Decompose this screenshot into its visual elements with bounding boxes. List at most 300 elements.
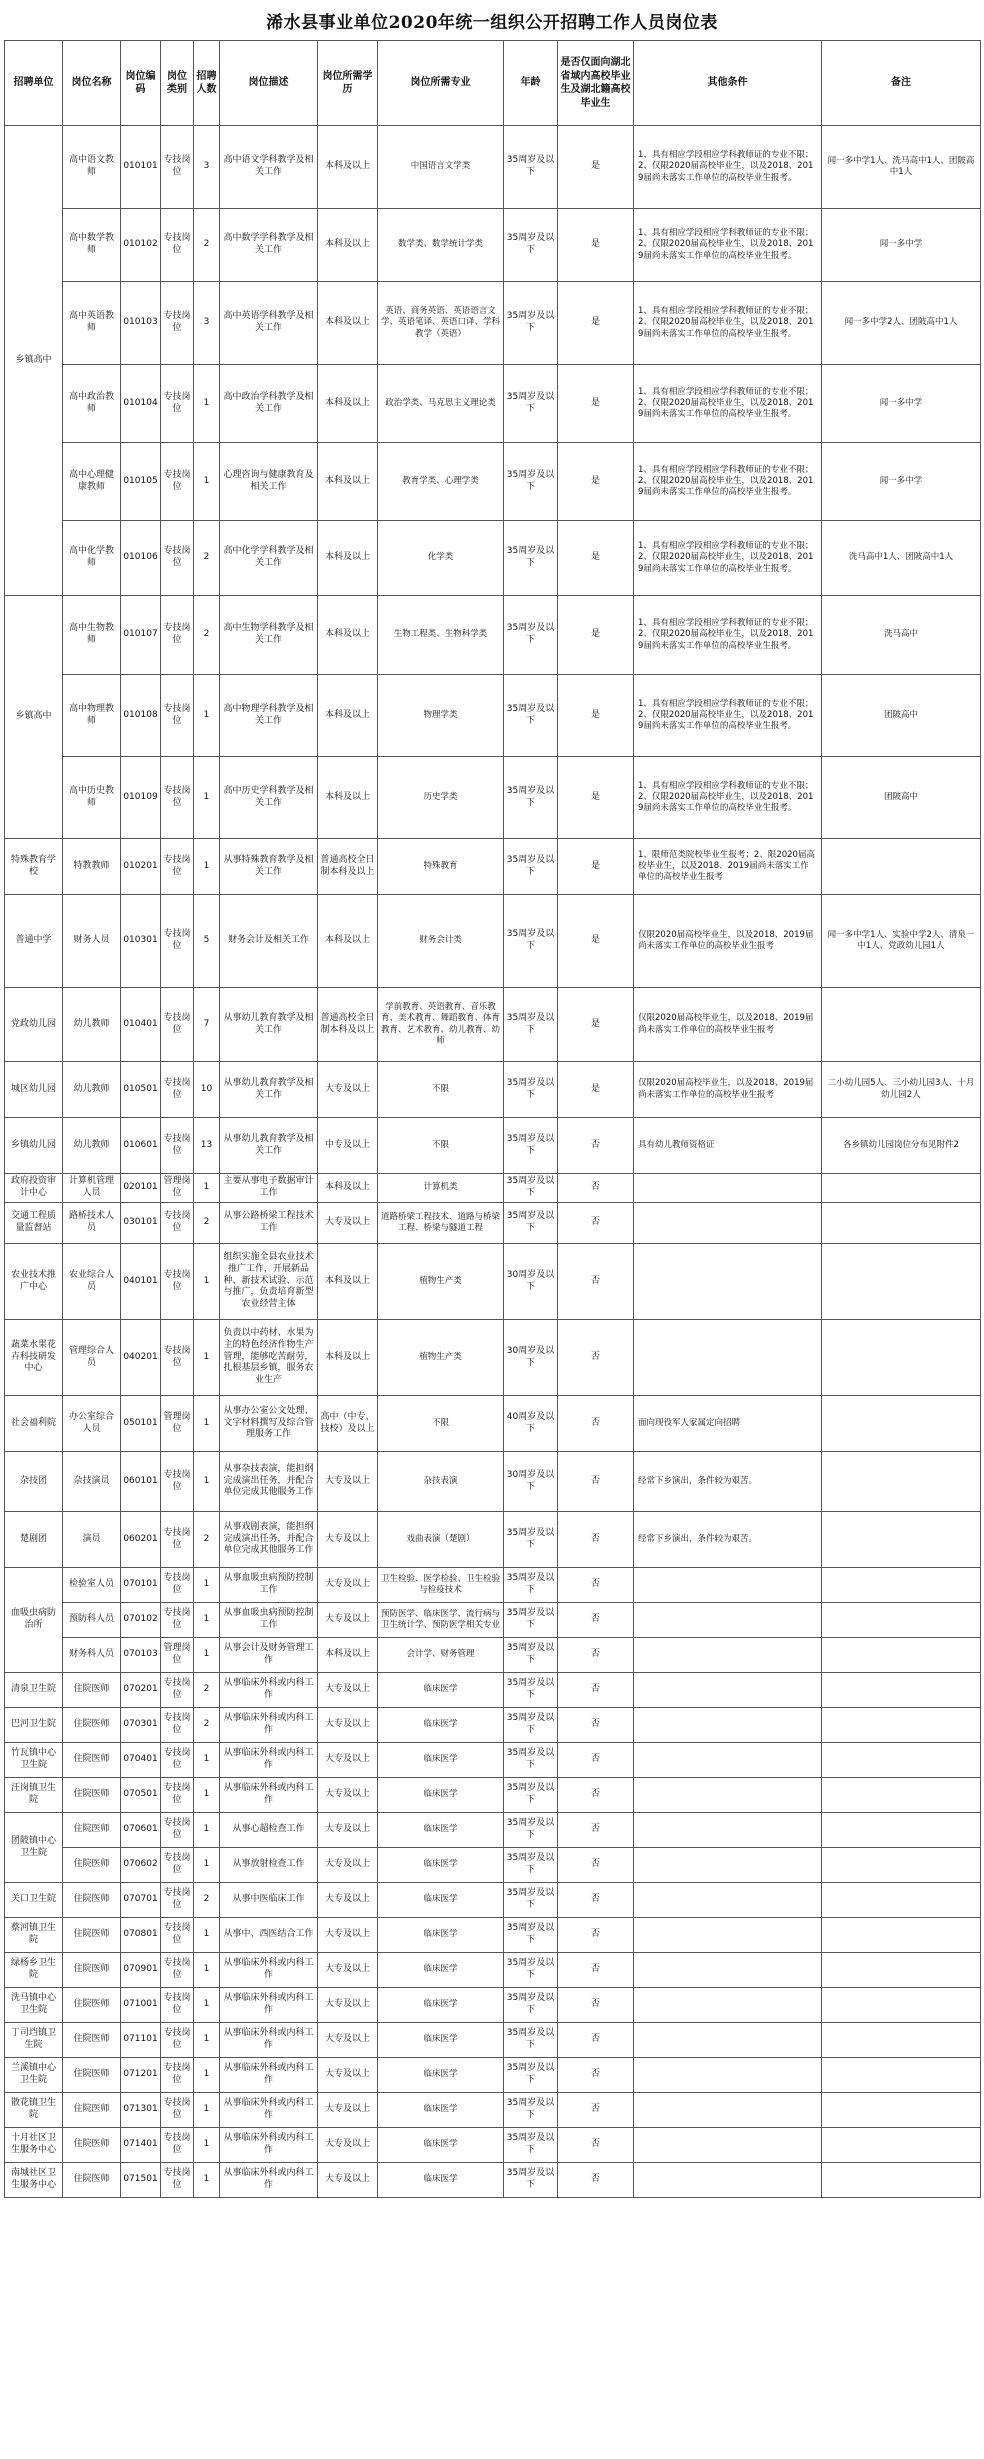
- job-name: 高中生物教师: [63, 596, 121, 675]
- job-code: 070102: [121, 1603, 161, 1638]
- job-type: 专技岗位: [161, 1848, 194, 1883]
- hubei-only: 否: [558, 1883, 634, 1918]
- hubei-only: 否: [558, 1452, 634, 1512]
- job-type: 专技岗位: [161, 521, 194, 596]
- job-description: 从事临床外科或内科工作: [220, 1778, 318, 1813]
- age-limit: 30周岁及以下: [504, 1452, 558, 1512]
- headcount: 1: [194, 839, 220, 895]
- table-row: [5, 1603, 981, 1638]
- job-description: 高中语文学科教学及相关工作: [220, 126, 318, 209]
- headcount: 5: [194, 895, 220, 988]
- recruiting-unit: 清泉卫生院: [5, 1673, 63, 1708]
- job-description: 从事临床外科或内科工作: [220, 2023, 318, 2058]
- job-type: 专技岗位: [161, 1953, 194, 1988]
- job-code: 070601: [121, 1813, 161, 1848]
- other-conditions: 具有幼儿教师资格证: [634, 1118, 822, 1174]
- headcount: 1: [194, 1396, 220, 1452]
- job-description: 高中政治学科教学及相关工作: [220, 365, 318, 443]
- job-name: 幼儿教师: [63, 988, 121, 1062]
- job-description: 从事临床外科或内科工作: [220, 2093, 318, 2128]
- major: 中国语言文学类: [378, 126, 504, 209]
- table-row: [5, 1396, 981, 1452]
- job-type: 专技岗位: [161, 1244, 194, 1320]
- major: 不限: [378, 1062, 504, 1118]
- job-name: 高中语文教师: [63, 126, 121, 209]
- major: 临床医学: [378, 1813, 504, 1848]
- job-description: 高中化学学科教学及相关工作: [220, 521, 318, 596]
- headcount: 1: [194, 365, 220, 443]
- major: 财务会计类: [378, 895, 504, 988]
- header-cell: 其他条件: [634, 41, 822, 126]
- education: 本科及以上: [318, 675, 378, 757]
- header-cell: 岗位名称: [63, 41, 121, 126]
- job-code: 070201: [121, 1673, 161, 1708]
- job-name: 幼儿教师: [63, 1118, 121, 1174]
- age-limit: 35周岁及以下: [504, 1673, 558, 1708]
- table-row: [5, 1452, 981, 1512]
- age-limit: 35周岁及以下: [504, 2093, 558, 2128]
- education: 大专及以上: [318, 2058, 378, 2093]
- hubei-only: 否: [558, 1203, 634, 1244]
- major: 生物工程类、生物科学类: [378, 596, 504, 675]
- age-limit: 35周岁及以下: [504, 209, 558, 282]
- other-conditions: [634, 1673, 822, 1708]
- headcount: 1: [194, 1743, 220, 1778]
- other-conditions: 经常下乡演出，条件较为艰苦。: [634, 1452, 822, 1512]
- job-description: 从事幼儿教育教学及相关工作: [220, 1062, 318, 1118]
- hubei-only: 是: [558, 126, 634, 209]
- hubei-only: 是: [558, 988, 634, 1062]
- headcount: 1: [194, 757, 220, 839]
- age-limit: 35周岁及以下: [504, 757, 558, 839]
- job-type: 管理岗位: [161, 1638, 194, 1673]
- major: 教育学类、心理学类: [378, 443, 504, 521]
- recruiting-unit: 团陂镇中心卫生院: [5, 1813, 63, 1883]
- table-row: [5, 757, 981, 839]
- job-code: 071101: [121, 2023, 161, 2058]
- job-code: 010103: [121, 282, 161, 365]
- major: 临床医学: [378, 1918, 504, 1953]
- other-conditions: [634, 1848, 822, 1883]
- recruiting-unit: 乡镇高中: [5, 126, 63, 596]
- job-code: 070602: [121, 1848, 161, 1883]
- age-limit: 35周岁及以下: [504, 282, 558, 365]
- job-code: 070701: [121, 1883, 161, 1918]
- header-cell: 岗位描述: [220, 41, 318, 126]
- recruiting-unit: 血吸虫病防治所: [5, 1568, 63, 1673]
- job-code: 010105: [121, 443, 161, 521]
- job-name: 高中政治教师: [63, 365, 121, 443]
- job-name: 演员: [63, 1512, 121, 1568]
- hubei-only: 否: [558, 2093, 634, 2128]
- job-code: 010108: [121, 675, 161, 757]
- job-code: 010601: [121, 1118, 161, 1174]
- table-row: [5, 1244, 981, 1320]
- education: 大专及以上: [318, 1708, 378, 1743]
- table-row: [5, 1743, 981, 1778]
- headcount: 2: [194, 1708, 220, 1743]
- remarks: 洗马高中: [822, 596, 981, 675]
- job-code: 010101: [121, 126, 161, 209]
- age-limit: 35周岁及以下: [504, 1118, 558, 1174]
- job-description: 从事中、西医结合工作: [220, 1918, 318, 1953]
- age-limit: 30周岁及以下: [504, 1320, 558, 1396]
- hubei-only: 是: [558, 839, 634, 895]
- major: 不限: [378, 1396, 504, 1452]
- other-conditions: 1、具有相应学段相应学科教师证的专业不限；2、仅限2020届高校毕业生，以及2018、2019届尚未落实工作单位的高校毕业生报考。: [634, 443, 822, 521]
- education: 大专及以上: [318, 1512, 378, 1568]
- other-conditions: [634, 1174, 822, 1203]
- job-name: 住院医师: [63, 2128, 121, 2163]
- major: 临床医学: [378, 1743, 504, 1778]
- recruiting-unit: 散花镇卫生院: [5, 2093, 63, 2128]
- hubei-only: 是: [558, 675, 634, 757]
- remarks: 团陂高中: [822, 675, 981, 757]
- job-type: 专技岗位: [161, 1883, 194, 1918]
- education: 本科及以上: [318, 443, 378, 521]
- remarks: [822, 1918, 981, 1953]
- table-row: [5, 1988, 981, 2023]
- header-cell: 年龄: [504, 41, 558, 126]
- remarks: [822, 1708, 981, 1743]
- job-code: 010501: [121, 1062, 161, 1118]
- remarks: 闻一多中学: [822, 209, 981, 282]
- remarks: 闻一多中学1人、洗马高中1人、团陂高中1人: [822, 126, 981, 209]
- job-name: 住院医师: [63, 1848, 121, 1883]
- other-conditions: 1、限师范类院校毕业生报考；2、限2020届高校毕业生，以及2018、2019届尚未落实工作单位的高校毕业生报考: [634, 839, 822, 895]
- age-limit: 35周岁及以下: [504, 1953, 558, 1988]
- headcount: 2: [194, 596, 220, 675]
- job-name: 高中心理健康教师: [63, 443, 121, 521]
- remarks: [822, 2058, 981, 2093]
- headcount: 1: [194, 1848, 220, 1883]
- major: 杂技表演: [378, 1452, 504, 1512]
- recruiting-unit: 巴河卫生院: [5, 1708, 63, 1743]
- education: 本科及以上: [318, 521, 378, 596]
- job-name: 住院医师: [63, 2163, 121, 2198]
- job-code: 010401: [121, 988, 161, 1062]
- table-row: [5, 443, 981, 521]
- job-code: 010104: [121, 365, 161, 443]
- recruiting-unit: 竹瓦镇中心卫生院: [5, 1743, 63, 1778]
- job-name: 住院医师: [63, 1743, 121, 1778]
- headcount: 1: [194, 1918, 220, 1953]
- job-type: 专技岗位: [161, 895, 194, 988]
- age-limit: 35周岁及以下: [504, 675, 558, 757]
- job-code: 070103: [121, 1638, 161, 1673]
- table-row: [5, 675, 981, 757]
- other-conditions: 1、具有相应学段相应学科教师证的专业不限；2、仅限2020届高校毕业生，以及2018、2019届尚未落实工作单位的高校毕业生报考。: [634, 282, 822, 365]
- major: 临床医学: [378, 1883, 504, 1918]
- job-description: 从事特殊教育教学及相关工作: [220, 839, 318, 895]
- education: 大专及以上: [318, 2128, 378, 2163]
- table-row: [5, 596, 981, 675]
- major: 特殊教育: [378, 839, 504, 895]
- recruiting-unit: 十月社区卫生服务中心: [5, 2128, 63, 2163]
- hubei-only: 否: [558, 1174, 634, 1203]
- recruiting-unit: 普通中学: [5, 895, 63, 988]
- age-limit: 35周岁及以下: [504, 839, 558, 895]
- age-limit: 35周岁及以下: [504, 126, 558, 209]
- table-row: [5, 1118, 981, 1174]
- table-row: [5, 2023, 981, 2058]
- job-name: 高中历史教师: [63, 757, 121, 839]
- major: 学前教育、英语教育、音乐教育、美术教育、舞蹈教育、体育教育、艺术教育、幼儿教育、幼师: [378, 988, 504, 1062]
- remarks: [822, 1673, 981, 1708]
- recruiting-unit: 社会福利院: [5, 1396, 63, 1452]
- other-conditions: 1、具有相应学段相应学科教师证的专业不限；2、仅限2020届高校毕业生，以及2018、2019届尚未落实工作单位的高校毕业生报考。: [634, 675, 822, 757]
- table-row: [5, 2058, 981, 2093]
- job-description: 从事临床外科或内科工作: [220, 1708, 318, 1743]
- job-type: 专技岗位: [161, 1673, 194, 1708]
- headcount: 1: [194, 1244, 220, 1320]
- age-limit: 35周岁及以下: [504, 1603, 558, 1638]
- remarks: [822, 1603, 981, 1638]
- job-description: 高中英语学科教学及相关工作: [220, 282, 318, 365]
- remarks: [822, 1320, 981, 1396]
- header-cell: 岗位所需学历: [318, 41, 378, 126]
- headcount: 7: [194, 988, 220, 1062]
- job-name: 计算机管理人员: [63, 1174, 121, 1203]
- remarks: [822, 1174, 981, 1203]
- hubei-only: 否: [558, 1743, 634, 1778]
- job-type: 专技岗位: [161, 2023, 194, 2058]
- job-type: 专技岗位: [161, 1813, 194, 1848]
- other-conditions: 经常下乡演出，条件较为艰苦。: [634, 1512, 822, 1568]
- major: 临床医学: [378, 2128, 504, 2163]
- age-limit: 35周岁及以下: [504, 521, 558, 596]
- age-limit: 40周岁及以下: [504, 1396, 558, 1452]
- hubei-only: 否: [558, 2163, 634, 2198]
- other-conditions: [634, 2058, 822, 2093]
- education: 大专及以上: [318, 1673, 378, 1708]
- age-limit: 35周岁及以下: [504, 365, 558, 443]
- education: 大专及以上: [318, 1848, 378, 1883]
- headcount: 1: [194, 443, 220, 521]
- recruiting-unit: 绿杨乡卫生院: [5, 1953, 63, 1988]
- hubei-only: 否: [558, 1512, 634, 1568]
- job-description: 从事幼儿教育教学及相关工作: [220, 988, 318, 1062]
- headcount: 1: [194, 675, 220, 757]
- age-limit: 35周岁及以下: [504, 1848, 558, 1883]
- job-description: 从事公路桥梁工程技术工作: [220, 1203, 318, 1244]
- education: 本科及以上: [318, 757, 378, 839]
- job-type: 专技岗位: [161, 443, 194, 521]
- job-code: 010109: [121, 757, 161, 839]
- remarks: [822, 2163, 981, 2198]
- headcount: 13: [194, 1118, 220, 1174]
- other-conditions: [634, 2128, 822, 2163]
- major: 数学类、数学统计学类: [378, 209, 504, 282]
- major: 卫生检验、医学检验、卫生检验与检疫技术: [378, 1568, 504, 1603]
- other-conditions: [634, 1708, 822, 1743]
- education: 本科及以上: [318, 282, 378, 365]
- job-type: 专技岗位: [161, 757, 194, 839]
- table-row: [5, 1918, 981, 1953]
- job-code: 060101: [121, 1452, 161, 1512]
- remarks: 各乡镇幼儿园岗位分布见附件2: [822, 1118, 981, 1174]
- education: 本科及以上: [318, 126, 378, 209]
- education: 本科及以上: [318, 1174, 378, 1203]
- hubei-only: 否: [558, 1953, 634, 1988]
- headcount: 1: [194, 2058, 220, 2093]
- education: 本科及以上: [318, 1638, 378, 1673]
- remarks: [822, 1778, 981, 1813]
- job-name: 住院医师: [63, 1883, 121, 1918]
- table-row: [5, 2128, 981, 2163]
- education: 本科及以上: [318, 209, 378, 282]
- remarks: [822, 1638, 981, 1673]
- job-description: 从事临床外科或内科工作: [220, 2128, 318, 2163]
- job-type: 专技岗位: [161, 1062, 194, 1118]
- recruiting-unit: 洗马镇中心卫生院: [5, 1988, 63, 2023]
- remarks: 闻一多中学: [822, 443, 981, 521]
- job-description: 从事临床外科或内科工作: [220, 1953, 318, 1988]
- job-name: 预防科人员: [63, 1603, 121, 1638]
- other-conditions: 仅限2020届高校毕业生，以及2018、2019届尚未落实工作单位的高校毕业生报考: [634, 895, 822, 988]
- remarks: [822, 2093, 981, 2128]
- age-limit: 35周岁及以下: [504, 1743, 558, 1778]
- remarks: [822, 1396, 981, 1452]
- table-row: [5, 2163, 981, 2198]
- job-description: 主要从事电子数据审计工作: [220, 1174, 318, 1203]
- major: 临床医学: [378, 2093, 504, 2128]
- header-cell: 岗位类别: [161, 41, 194, 126]
- job-code: 071001: [121, 1988, 161, 2023]
- table-row: [5, 2093, 981, 2128]
- job-name: 住院医师: [63, 2023, 121, 2058]
- remarks: [822, 1743, 981, 1778]
- age-limit: 35周岁及以下: [504, 1813, 558, 1848]
- job-name: 高中英语教师: [63, 282, 121, 365]
- job-description: 高中数学学科教学及相关工作: [220, 209, 318, 282]
- major: 历史学类: [378, 757, 504, 839]
- remarks: [822, 1568, 981, 1603]
- table-row: [5, 1953, 981, 1988]
- job-code: 070801: [121, 1918, 161, 1953]
- age-limit: 35周岁及以下: [504, 596, 558, 675]
- job-code: 070401: [121, 1743, 161, 1778]
- major: 临床医学: [378, 1708, 504, 1743]
- hubei-only: 是: [558, 365, 634, 443]
- job-description: 财务会计及相关工作: [220, 895, 318, 988]
- job-type: 专技岗位: [161, 365, 194, 443]
- major: 临床医学: [378, 1848, 504, 1883]
- job-name: 高中物理教师: [63, 675, 121, 757]
- major: 临床医学: [378, 1778, 504, 1813]
- table-row: [5, 1638, 981, 1673]
- recruiting-unit: 关口卫生院: [5, 1883, 63, 1918]
- age-limit: 35周岁及以下: [504, 1512, 558, 1568]
- hubei-only: 否: [558, 1638, 634, 1673]
- table-row: [5, 1848, 981, 1883]
- job-description: 从事幼儿教育教学及相关工作: [220, 1118, 318, 1174]
- job-name: 路桥技术人员: [63, 1203, 121, 1244]
- recruiting-unit: 蔬菜水果花卉科技研发中心: [5, 1320, 63, 1396]
- other-conditions: [634, 1203, 822, 1244]
- remarks: [822, 1953, 981, 1988]
- headcount: 1: [194, 2163, 220, 2198]
- major: 英语、商务英语、英语语言文学、英语笔译、英语口译、学科教学（英语）: [378, 282, 504, 365]
- headcount: 1: [194, 1320, 220, 1396]
- headcount: 1: [194, 2093, 220, 2128]
- major: 临床医学: [378, 2023, 504, 2058]
- age-limit: 35周岁及以下: [504, 1638, 558, 1673]
- table-row: [5, 1708, 981, 1743]
- job-description: 从事办公室公文处理、文字材料撰写及综合管理服务工作: [220, 1396, 318, 1452]
- job-type: 专技岗位: [161, 2128, 194, 2163]
- headcount: 2: [194, 1512, 220, 1568]
- job-description: 从事临床外科或内科工作: [220, 1743, 318, 1778]
- recruiting-unit: 特殊教育学校: [5, 839, 63, 895]
- education: 大专及以上: [318, 1062, 378, 1118]
- job-code: 060201: [121, 1512, 161, 1568]
- hubei-only: 否: [558, 1813, 634, 1848]
- age-limit: 35周岁及以下: [504, 443, 558, 521]
- age-limit: 35周岁及以下: [504, 1918, 558, 1953]
- headcount: 1: [194, 1452, 220, 1512]
- job-name: 检验室人员: [63, 1568, 121, 1603]
- header-cell: 招聘单位: [5, 41, 63, 126]
- age-limit: 35周岁及以下: [504, 2058, 558, 2093]
- job-type: 管理岗位: [161, 1396, 194, 1452]
- other-conditions: [634, 1883, 822, 1918]
- other-conditions: [634, 1918, 822, 1953]
- job-name: 住院医师: [63, 1778, 121, 1813]
- job-code: 070301: [121, 1708, 161, 1743]
- headcount: 2: [194, 1203, 220, 1244]
- headcount: 1: [194, 2128, 220, 2163]
- age-limit: 35周岁及以下: [504, 988, 558, 1062]
- job-type: 专技岗位: [161, 1320, 194, 1396]
- job-description: 负责以中药材、水果为主的特色经济作物生产管理，能够吃苦耐劳，扎根基层乡镇，服务农业生产: [220, 1320, 318, 1396]
- other-conditions: 仅限2020届高校毕业生，以及2018、2019届尚未落实工作单位的高校毕业生报考: [634, 988, 822, 1062]
- remarks: [822, 988, 981, 1062]
- hubei-only: 是: [558, 757, 634, 839]
- education: 大专及以上: [318, 2023, 378, 2058]
- job-code: 040201: [121, 1320, 161, 1396]
- remarks: [822, 1883, 981, 1918]
- table-row: [5, 126, 981, 209]
- remarks: 闻一多中学: [822, 365, 981, 443]
- job-type: 专技岗位: [161, 839, 194, 895]
- recruiting-unit: 汪岗镇卫生院: [5, 1778, 63, 1813]
- other-conditions: [634, 1743, 822, 1778]
- job-name: 住院医师: [63, 1813, 121, 1848]
- table-header-row: [5, 41, 981, 126]
- other-conditions: 1、具有相应学段相应学科教师证的专业不限；2、仅限2020届高校毕业生，以及2018、2019届尚未落实工作单位的高校毕业生报考。: [634, 521, 822, 596]
- positions-table: [4, 40, 981, 2198]
- job-type: 专技岗位: [161, 1203, 194, 1244]
- job-type: 专技岗位: [161, 1708, 194, 1743]
- remarks: [822, 2023, 981, 2058]
- table-row: [5, 282, 981, 365]
- recruiting-unit: 兰溪镇中心卫生院: [5, 2058, 63, 2093]
- job-description: 从事戏剧表演，能担纲完成演出任务，并配合单位完成其他服务工作: [220, 1512, 318, 1568]
- headcount: 2: [194, 1883, 220, 1918]
- recruiting-unit: 杂技团: [5, 1452, 63, 1512]
- job-type: 专技岗位: [161, 209, 194, 282]
- job-code: 071301: [121, 2093, 161, 2128]
- job-name: 办公室综合人员: [63, 1396, 121, 1452]
- job-code: 071501: [121, 2163, 161, 2198]
- education: 大专及以上: [318, 1813, 378, 1848]
- education: 中专及以上: [318, 1118, 378, 1174]
- job-code: 010102: [121, 209, 161, 282]
- header-cell: 招聘人数: [194, 41, 220, 126]
- other-conditions: [634, 2023, 822, 2058]
- other-conditions: [634, 1568, 822, 1603]
